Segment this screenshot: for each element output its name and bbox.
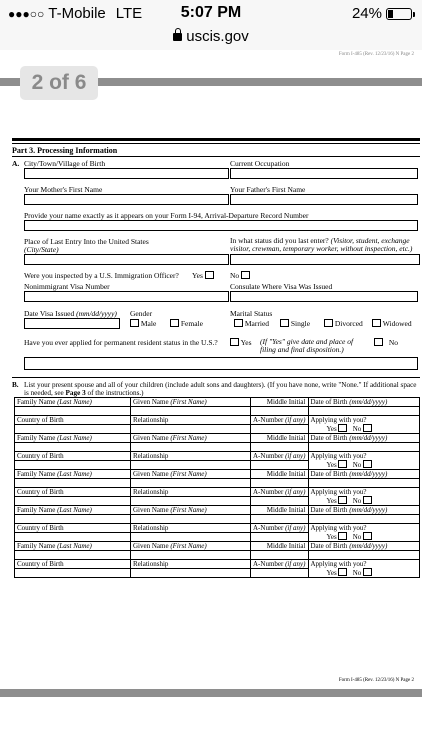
single-label: Single (290, 319, 311, 328)
mother-name-field[interactable] (24, 194, 229, 205)
middle-initial-cell[interactable]: Middle Initial (251, 398, 309, 407)
lock-icon (173, 33, 182, 41)
applied-no-checkbox[interactable] (374, 338, 383, 346)
family-row-4-names (15, 506, 420, 515)
date-visa-field[interactable] (24, 318, 120, 329)
section-a (12, 157, 420, 399)
family-row-5-spacer (15, 551, 420, 560)
applying-no-checkbox[interactable] (363, 460, 372, 468)
divorced-checkbox[interactable] (324, 319, 333, 327)
inspected-no-checkbox[interactable] (241, 271, 250, 279)
applying-no-checkbox[interactable] (363, 424, 372, 432)
consulate-label: Consulate Where Visa Was Issued (230, 282, 333, 291)
middle-initial-cell[interactable]: Middle Initial (251, 434, 309, 443)
section-b-instruction-end: of the instructions.) (87, 389, 144, 397)
relationship-cell[interactable]: Relationship (131, 452, 251, 461)
section-b (12, 381, 420, 578)
single-checkbox[interactable] (280, 319, 289, 327)
battery-icon (386, 8, 412, 20)
address-bar[interactable] (0, 28, 422, 50)
applying-no-checkbox[interactable] (363, 532, 372, 540)
applying-yes-checkbox[interactable] (338, 496, 347, 504)
page-footer: Form I-485 (Rev. 12/23/16) N Page 2 (338, 678, 414, 683)
form-top-rule (12, 138, 420, 141)
section-b-marker: B. (12, 381, 19, 389)
applied-yes-label: Yes (240, 338, 252, 347)
family-name-cell[interactable]: Family Name (Last Name) (15, 470, 131, 479)
visa-number-label: Nonimmigrant Visa Number (24, 282, 110, 291)
applying-yes-checkbox[interactable] (338, 424, 347, 432)
i94-name-label: Provide your name exactly as it appears on your Form I-94, Arrival-Departure Record Number (24, 211, 309, 220)
network-type: LTE (115, 5, 143, 22)
applied-yes-hint: (If "Yes" give date and place of filing and final disposition.) (260, 337, 354, 354)
dob-cell[interactable]: Date of Birth (mm/dd/yyyy) (308, 542, 420, 551)
a-number-cell[interactable]: A-Number (if any) (251, 416, 309, 425)
gender-male-option (130, 319, 156, 328)
applied-yes-option (230, 338, 252, 347)
applying-yes-checkbox[interactable] (338, 460, 347, 468)
country-of-birth-cell[interactable]: Country of Birth (15, 488, 131, 497)
divorced-label: Divorced (334, 319, 363, 328)
gender-female-label: Female (180, 319, 203, 328)
country-of-birth-cell[interactable]: Country of Birth (15, 524, 131, 533)
status-right (352, 5, 412, 22)
section-b-instruction (12, 381, 420, 397)
father-name-label: Your Father's First Name (230, 185, 306, 194)
gender-female-checkbox[interactable] (170, 319, 179, 327)
page-header-cut: Form I-485 (Rev. 12/23/16) N Page 2 (338, 52, 414, 57)
date-visa-format: (mm/dd/yyyy) (76, 309, 117, 318)
family-name-cell[interactable]: Family Name (Last Name) (15, 434, 131, 443)
page-bottom-band (0, 689, 422, 697)
marital-married-option (234, 319, 269, 328)
family-row-2-details (15, 452, 420, 461)
date-visa-label (24, 309, 117, 318)
family-members-table (14, 397, 420, 578)
applied-details-field[interactable] (24, 357, 418, 370)
city-of-birth-field[interactable] (24, 168, 229, 179)
date-visa-text: Date Visa Issued (24, 309, 75, 318)
applying-cell: Applying with you? Yes No (308, 488, 420, 506)
family-row-1-details (15, 416, 420, 425)
country-of-birth-cell[interactable]: Country of Birth (15, 560, 131, 569)
consulate-field[interactable] (230, 291, 418, 302)
status-question (230, 237, 420, 253)
battery-fill (388, 10, 393, 18)
city-of-birth-label: City/Town/Village of Birth (24, 159, 106, 168)
a-number-cell[interactable]: A-Number (if any) (251, 524, 309, 533)
widowed-checkbox[interactable] (372, 319, 381, 327)
applying-yes-checkbox[interactable] (338, 568, 347, 576)
clock: 5:07 PM (180, 4, 242, 21)
family-row-1-names (15, 398, 420, 407)
applied-no-label: No (388, 338, 399, 347)
applying-yes-checkbox[interactable] (338, 532, 347, 540)
applying-cell: Applying with you? Yes No (308, 524, 420, 542)
dob-cell[interactable]: Date of Birth (mm/dd/yyyy) (308, 398, 420, 407)
battery-percent: 24% (351, 5, 382, 22)
middle-initial-cell[interactable]: Middle Initial (251, 470, 309, 479)
applying-cell: Applying with you? Yes No (308, 416, 420, 434)
married-label: Married (244, 319, 270, 328)
father-name-field[interactable] (230, 194, 418, 205)
family-name-cell[interactable]: Family Name (Last Name) (15, 542, 131, 551)
given-name-cell[interactable]: Given Name (First Name) (131, 542, 251, 551)
section-a-marker: A. (12, 159, 20, 168)
occupation-label: Current Occupation (230, 159, 290, 168)
middle-initial-cell[interactable]: Middle Initial (251, 542, 309, 551)
country-of-birth-cell[interactable]: Country of Birth (15, 452, 131, 461)
family-row-3-details (15, 488, 420, 497)
applying-no-checkbox[interactable] (363, 568, 372, 576)
applied-no-option (374, 338, 398, 347)
family-row-2-spacer (15, 443, 420, 452)
given-name-cell[interactable]: Given Name (First Name) (131, 506, 251, 515)
given-name-cell[interactable]: Given Name (First Name) (131, 398, 251, 407)
family-row-5-details (15, 560, 420, 569)
marital-divorced-option (324, 319, 363, 328)
applying-cell: Applying with you? Yes No (308, 452, 420, 470)
i94-name-field[interactable] (24, 220, 418, 231)
applying-no-checkbox[interactable] (363, 496, 372, 504)
dob-cell[interactable]: Date of Birth (mm/dd/yyyy) (308, 434, 420, 443)
page-indicator: 2 of 6 (20, 66, 98, 100)
section-a-bottom-rule (12, 377, 420, 378)
widowed-label: Widowed (382, 319, 412, 328)
a-number-cell[interactable]: A-Number (if any) (251, 488, 309, 497)
applying-cell: Applying with you? Yes No (308, 560, 420, 578)
part3-title: Part 3. Processing Information (12, 144, 420, 157)
relationship-cell[interactable]: Relationship (131, 488, 251, 497)
section-b-instruction-text: List your present spouse and all of your children (include adult sons and daughters). (If you have none, write "None." If additional space is needed, see (24, 381, 417, 397)
married-checkbox[interactable] (234, 319, 243, 327)
inspected-yes-option (192, 271, 214, 280)
visa-number-field[interactable] (24, 291, 229, 302)
relationship-cell[interactable]: Relationship (131, 416, 251, 425)
dob-cell[interactable]: Date of Birth (mm/dd/yyyy) (308, 470, 420, 479)
family-row-5-names (15, 542, 420, 551)
marital-widowed-option (372, 319, 412, 328)
family-row-3-spacer (15, 479, 420, 488)
inspected-yes-checkbox[interactable] (205, 271, 214, 279)
inspected-no-label: No (230, 271, 240, 280)
family-row-1-spacer (15, 407, 420, 416)
gender-male-checkbox[interactable] (130, 319, 139, 327)
marital-single-option (280, 319, 310, 328)
gender-label: Gender (130, 309, 153, 318)
last-entry-label: Place of Last Entry Into the United States (24, 237, 149, 246)
gender-male-label: Male (140, 319, 157, 328)
given-name-cell[interactable]: Given Name (First Name) (131, 434, 251, 443)
middle-initial-cell[interactable]: Middle Initial (251, 506, 309, 515)
marital-label: Marital Status (230, 309, 273, 318)
applied-label: Have you ever applied for permanent resident status in the U.S.? (24, 338, 218, 347)
a-number-cell[interactable]: A-Number (if any) (251, 560, 309, 569)
given-name-cell[interactable]: Given Name (First Name) (131, 470, 251, 479)
last-entry-sub: (City/State) (24, 245, 59, 254)
family-row-2-names (15, 434, 420, 443)
last-entry-field[interactable] (24, 254, 229, 265)
status-field[interactable] (230, 254, 420, 265)
country-of-birth-cell[interactable]: Country of Birth (15, 416, 131, 425)
family-row-3-names (15, 470, 420, 479)
applied-yes-checkbox[interactable] (230, 338, 239, 346)
relationship-cell[interactable]: Relationship (131, 560, 251, 569)
gender-female-option (170, 319, 203, 328)
signal-strength-icon: ●●●○○ (8, 6, 45, 21)
inspected-yes-label: Yes (192, 271, 203, 280)
family-row-4-spacer (15, 515, 420, 524)
inspected-no-option (230, 271, 250, 280)
carrier-name: T-Mobile (48, 5, 106, 22)
inspected-label: Were you inspected by a U.S. Immigration Officer? (24, 271, 179, 280)
status-question-label: In what status did you last enter? (230, 236, 329, 245)
family-name-cell[interactable]: Family Name (Last Name) (15, 398, 131, 407)
status-question-hint: (Visitor, student, exchange visitor, crewman, temporary worker, without inspection, etc.) (230, 236, 413, 253)
mother-name-label: Your Mother's First Name (24, 185, 103, 194)
dob-cell[interactable]: Date of Birth (mm/dd/yyyy) (308, 506, 420, 515)
family-name-cell[interactable]: Family Name (Last Name) (15, 506, 131, 515)
relationship-cell[interactable]: Relationship (131, 524, 251, 533)
status-bar (0, 0, 422, 28)
i485-form-page (12, 138, 420, 578)
a-number-cell[interactable]: A-Number (if any) (251, 452, 309, 461)
section-b-instruction-page: Page 3 (65, 389, 86, 397)
occupation-field[interactable] (230, 168, 418, 179)
url-domain: uscis.gov (186, 28, 249, 45)
family-row-4-details (15, 524, 420, 533)
